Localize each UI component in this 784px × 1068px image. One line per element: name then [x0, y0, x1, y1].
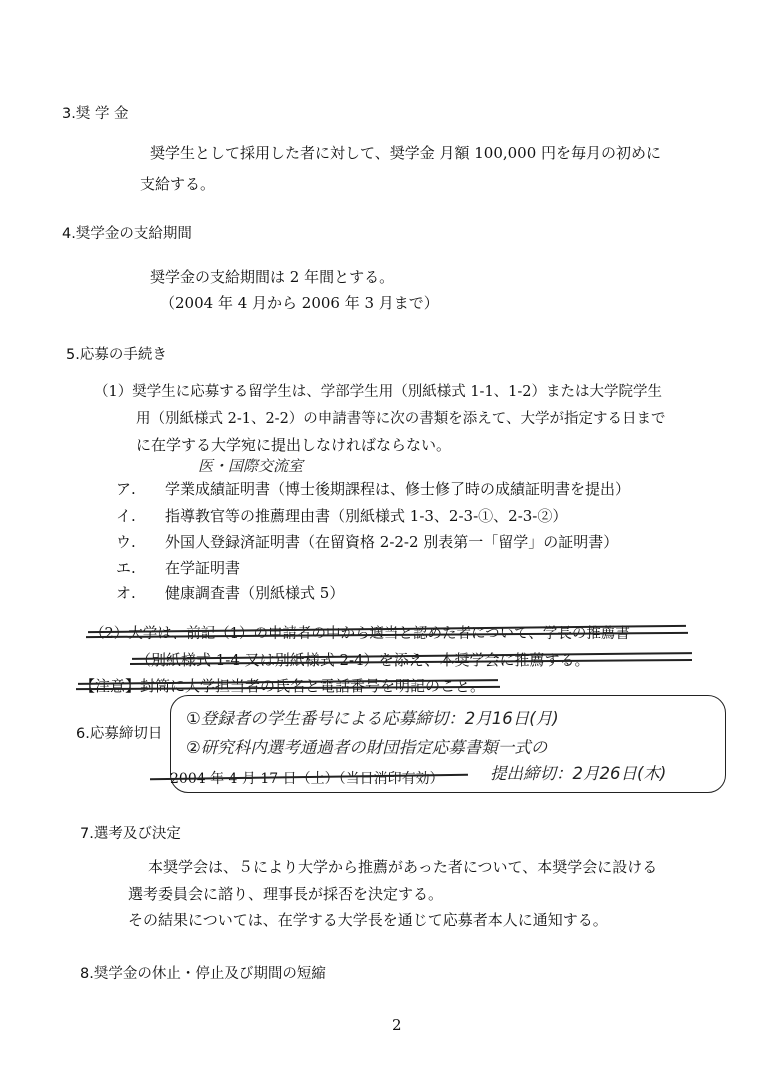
item-1-line3: に在学する大学宛に提出しなければならない。 — [136, 436, 452, 454]
section-7-text-line3: その結果については、在学する大学長を通じて応募者本人に通知する。 — [128, 911, 608, 929]
doc-item: 指導教官等の推薦理由書（別紙様式 1-3、2-3-①、2-3-②） — [165, 507, 568, 525]
section-5-heading: 5.応募の手続き — [66, 347, 167, 363]
doc-item: 健康調査書（別紙様式 5） — [165, 584, 345, 602]
item-2-line1-struck: （2）大学は、前記（1）の申請者の中から適当と認めた者について、学長の推薦書 — [90, 626, 630, 642]
section-8-heading: 8.奨学金の休止・停止及び期間の短縮 — [80, 966, 326, 982]
handwritten-deadline-2: ②研究科内選考通過者の財団指定応募書類一式の — [186, 738, 548, 757]
section-7-text-line2: 選考委員会に諮り、理事長が採否を決定する。 — [128, 885, 444, 903]
section-3-text-line2: 支給する。 — [140, 175, 216, 193]
doc-mark: ア. — [116, 480, 136, 498]
handwritten-office-note: 医・国際交流室 — [198, 457, 304, 475]
section-7-text-line1: 本奨学会は、５により大学から推薦があった者について、本奨学会に設ける — [148, 858, 658, 876]
doc-item: 在学証明書 — [165, 559, 241, 577]
original-deadline-struck: 2004 年 4 月 17 日（土）（当日消印有効） — [170, 771, 444, 787]
section-7-heading: 7.選考及び決定 — [80, 826, 181, 842]
page-number: 2 — [392, 1016, 402, 1034]
section-4-text-line1: 奨学金の支給期間は 2 年間とする。 — [150, 268, 395, 286]
section-6-heading: 6.応募締切日 — [76, 726, 163, 742]
doc-mark: イ. — [116, 507, 136, 525]
item-2-line2-struck: （別紙様式 1-4 又は別紙様式 2-4）を添え、本奨学会に推薦する。 — [136, 651, 590, 669]
doc-mark: オ. — [116, 584, 136, 602]
section-4-text-line2: （2004 年 4 月から 2006 年 3 月まで） — [160, 294, 439, 312]
section-3-text-line1: 奨学生として採用した者に対して、奨学金 月額 100,000 円を毎月の初めに — [150, 144, 662, 162]
handwritten-deadline-3: 提出締切：2月26日(木) — [490, 764, 667, 783]
doc-mark: エ. — [116, 559, 136, 577]
item-1-line1: （1）奨学生に応募する留学生は、学部学生用（別紙様式 1-1、1-2）または大学院学生 — [94, 384, 663, 400]
section-4-heading: 4.奨学金の支給期間 — [62, 226, 192, 242]
doc-mark: ウ. — [116, 533, 136, 551]
doc-item: 外国人登録済証明書（在留資格 2-2-2 別表第一「留学」の証明書） — [165, 533, 619, 551]
item-1-line2: 用（別紙様式 2-1、2-2）の申請書等に次の書類を添えて、大学が指定する日まで — [136, 411, 666, 427]
note-struck: 【注意】封筒に大学担当者の氏名と電話番号を明記のこと。 — [80, 677, 486, 695]
handwritten-deadline-1: ①登録者の学生番号による応募締切：2月16日(月) — [186, 709, 559, 728]
doc-item: 学業成績証明書（博士後期課程は、修士修了時の成績証明書を提出） — [165, 480, 631, 498]
section-3-heading: 3.奨 学 金 — [62, 106, 129, 122]
